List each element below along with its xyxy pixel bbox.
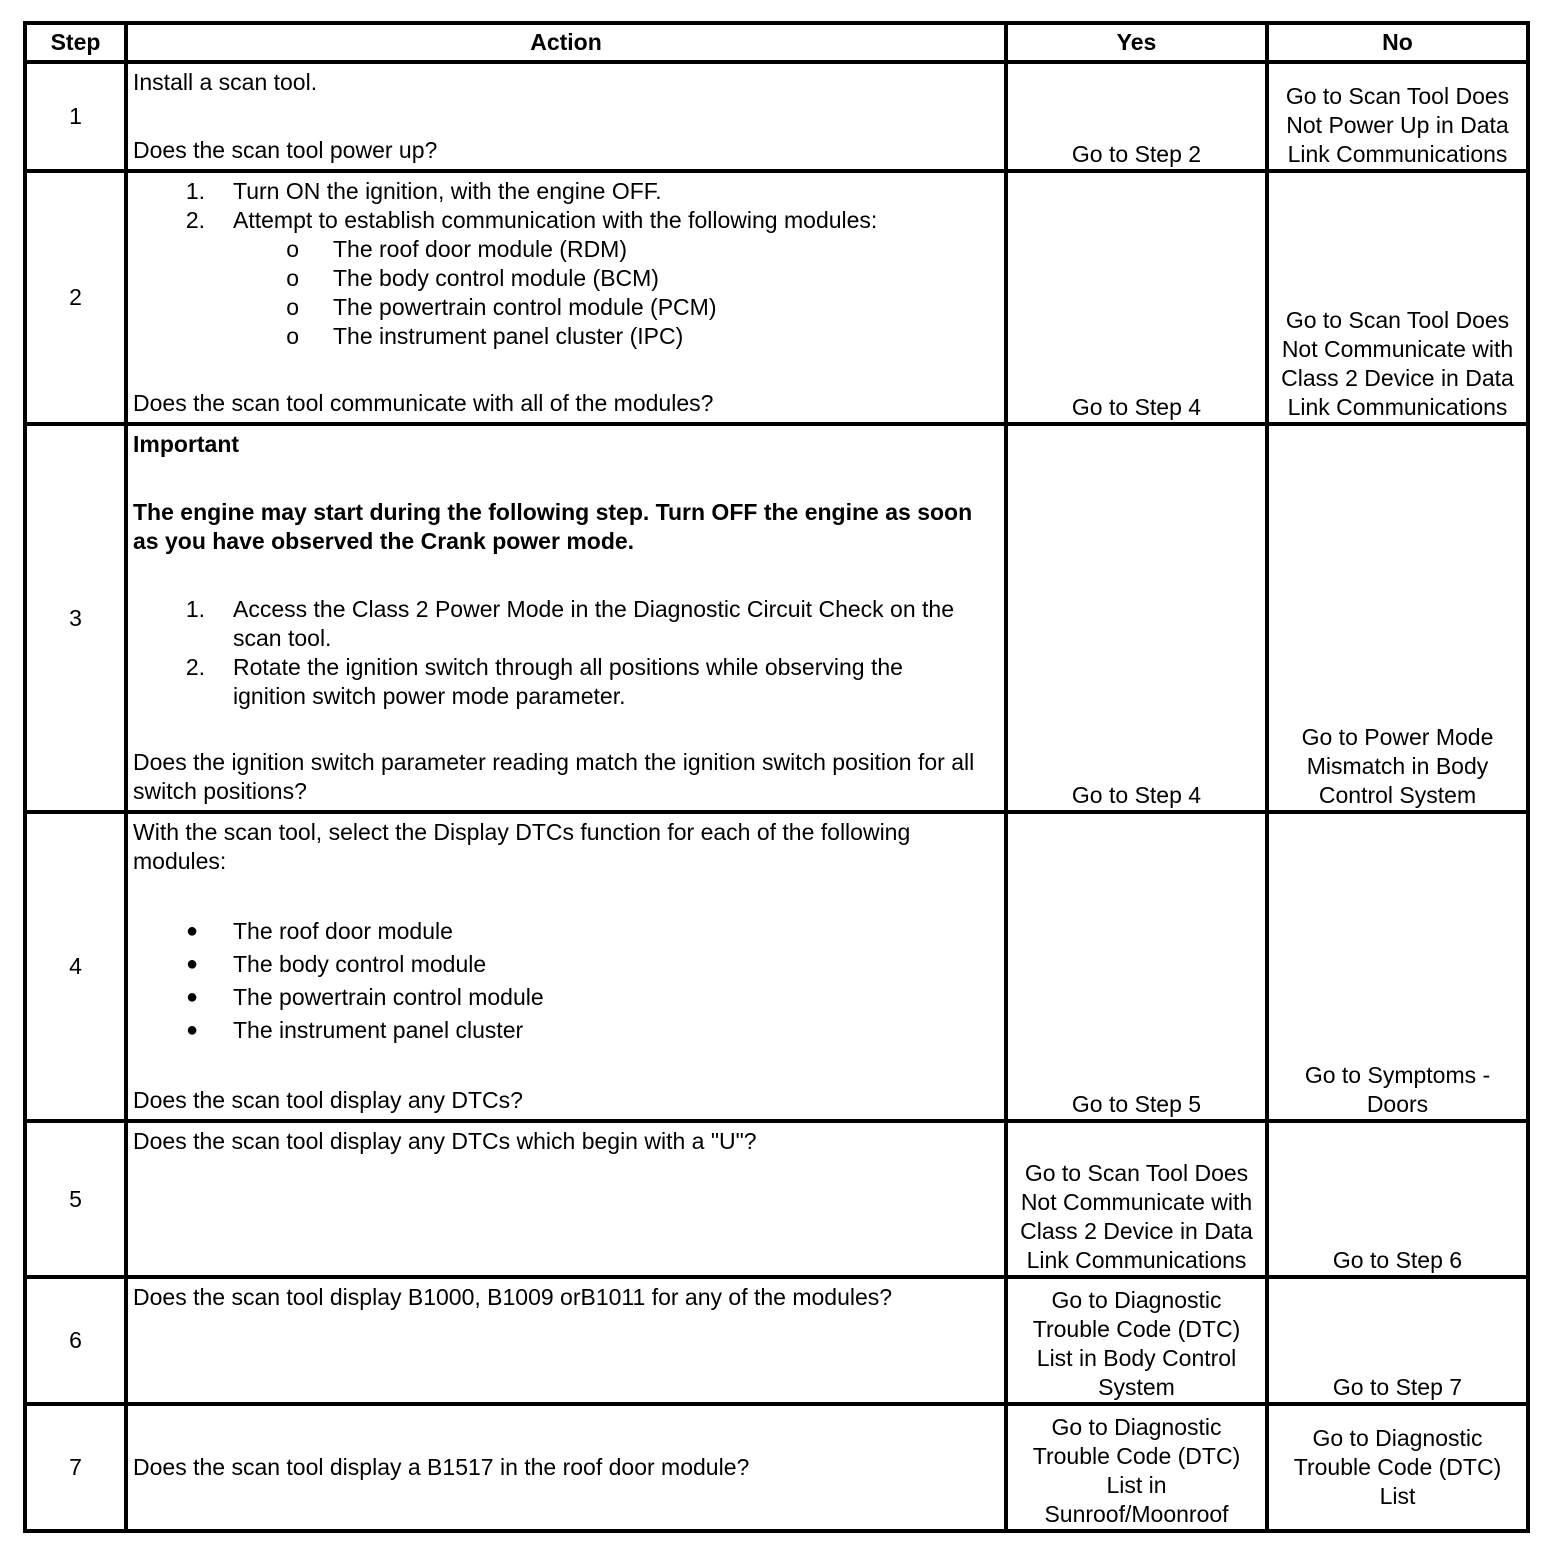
action-cell	[126, 1404, 1006, 1531]
table-row	[25, 1404, 1528, 1531]
module-bullet-list	[133, 915, 999, 1047]
action-question: Does the scan tool display any DTCs?	[133, 1087, 523, 1113]
table-row	[25, 424, 1528, 812]
yes-cell: Go to Diagnostic Trouble Code (DTC) List in Body Control System	[1006, 1277, 1267, 1404]
header-step: Step	[25, 23, 126, 62]
list-item: ● The roof door module	[185, 918, 453, 944]
step-number: 4	[25, 812, 126, 1121]
table-row	[25, 171, 1528, 424]
table-row	[25, 62, 1528, 171]
action-cell	[126, 1277, 1006, 1404]
action-question: Does the scan tool power up?	[133, 137, 438, 163]
list-item: o The instrument panel cluster (IPC)	[286, 323, 684, 349]
action-cell	[126, 1121, 1006, 1277]
table-row	[25, 1277, 1528, 1404]
action-cell	[126, 62, 1006, 171]
step-number: 6	[25, 1277, 126, 1404]
no-cell: Go to Diagnostic Trouble Code (DTC) List	[1267, 1404, 1528, 1531]
action-question: Does the ignition switch parameter reading match the ignition switch position for all switch positions?	[133, 749, 975, 804]
action-cell	[126, 812, 1006, 1121]
header-action: Action	[126, 23, 1006, 62]
list-item: 2. Rotate the ignition switch through all positions while observing the ignition switch power mode parameter.	[185, 654, 903, 709]
list-item: 1. Turn ON the ignition, with the engine OFF.	[185, 178, 662, 204]
yes-cell: Go to Step 4	[1006, 424, 1267, 812]
yes-cell: Go to Step 2	[1006, 62, 1267, 171]
yes-cell: Go to Step 4	[1006, 171, 1267, 424]
warning-text: The engine may start during the following step. Turn OFF the engine as soon as you have observed the Crank power mode.	[133, 499, 973, 554]
numbered-list	[133, 595, 999, 711]
action-question: Does the scan tool communicate with all of the modules?	[133, 390, 714, 416]
no-cell: Go to Symptoms - Doors	[1267, 812, 1528, 1121]
action-intro: With the scan tool, select the Display DTCs function for each of the following modules:	[133, 819, 911, 874]
no-cell: Go to Scan Tool Does Not Communicate with Class 2 Device in Data Link Communications	[1267, 171, 1528, 424]
numbered-list	[133, 177, 999, 235]
list-item: o The body control module (BCM)	[286, 265, 659, 291]
table-row	[25, 1121, 1528, 1277]
module-sublist	[133, 235, 999, 351]
list-item: ● The instrument panel cluster	[185, 1017, 524, 1043]
yes-cell: Go to Scan Tool Does Not Communicate with Class 2 Device in Data Link Communications	[1006, 1121, 1267, 1277]
list-item: o The powertrain control module (PCM)	[286, 294, 717, 320]
step-number: 5	[25, 1121, 126, 1277]
action-cell	[126, 171, 1006, 424]
table-row	[25, 812, 1528, 1121]
list-item: o The roof door module (RDM)	[286, 236, 627, 262]
step-number: 2	[25, 171, 126, 424]
header-no: No	[1267, 23, 1528, 62]
step-number: 7	[25, 1404, 126, 1531]
important-heading: Important	[133, 431, 240, 457]
list-item: ● The body control module	[185, 951, 487, 977]
diagnostic-table	[23, 21, 1530, 1533]
no-cell: Go to Power Mode Mismatch in Body Control System	[1267, 424, 1528, 812]
action-question: Does the scan tool display B1000, B1009 orB1011 for any of the modules?	[133, 1284, 893, 1310]
list-item: 1. Access the Class 2 Power Mode in the Diagnostic Circuit Check on the scan tool.	[185, 596, 954, 651]
action-cell	[126, 424, 1006, 812]
action-question: Does the scan tool display a B1517 in the roof door module?	[133, 1454, 750, 1480]
action-question: Does the scan tool display any DTCs which begin with a "U"?	[133, 1128, 757, 1154]
step-number: 1	[25, 62, 126, 171]
list-item: 2. Attempt to establish communication with the following modules:	[185, 207, 878, 233]
no-cell: Go to Scan Tool Does Not Power Up in Data Link Communications	[1267, 62, 1528, 171]
header-yes: Yes	[1006, 23, 1267, 62]
header-row	[25, 23, 1528, 62]
action-intro: Install a scan tool.	[133, 69, 318, 95]
step-number: 3	[25, 424, 126, 812]
yes-cell: Go to Diagnostic Trouble Code (DTC) List in Sunroof/Moonroof	[1006, 1404, 1267, 1531]
list-item: ● The powertrain control module	[185, 984, 544, 1010]
no-cell: Go to Step 7	[1267, 1277, 1528, 1404]
yes-cell: Go to Step 5	[1006, 812, 1267, 1121]
no-cell: Go to Step 6	[1267, 1121, 1528, 1277]
